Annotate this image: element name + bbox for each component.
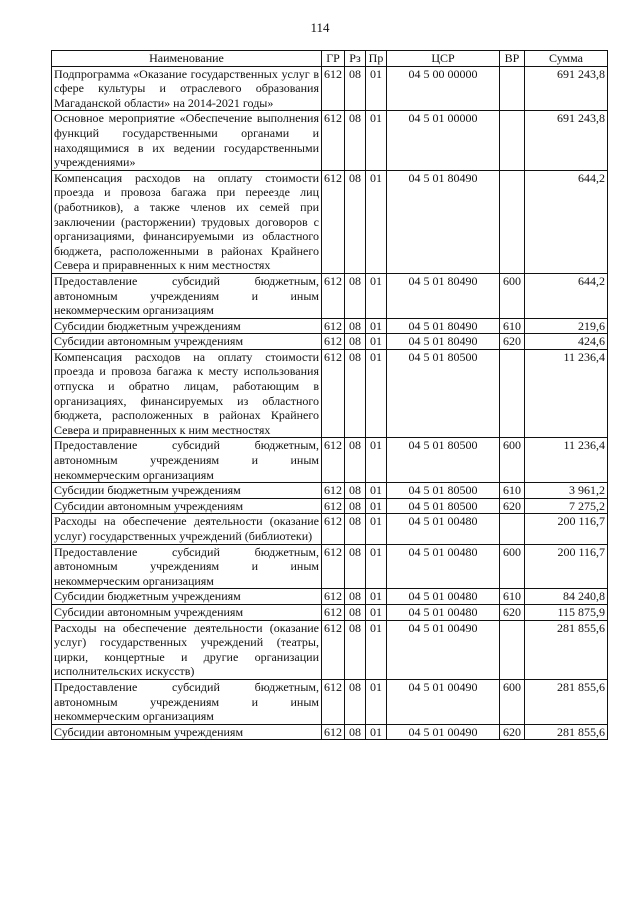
table-row: [52, 544, 608, 589]
cell-gr: 612: [322, 349, 345, 438]
cell-rz: 08: [345, 498, 366, 514]
cell-rz: 08: [345, 318, 366, 334]
cell-name: Предоставление субсидий бюджетным, автономным учреждениям и иным некоммерческим организациям: [52, 273, 322, 318]
cell-pr: 01: [366, 438, 387, 483]
cell-sum: 11 236,4: [525, 349, 608, 438]
cell-name: Расходы на обеспечение деятельности (оказание услуг) государственных учреждений (библиотеки): [52, 514, 322, 544]
table-row: [52, 318, 608, 334]
header-row: [52, 51, 608, 67]
cell-pr: 01: [366, 498, 387, 514]
cell-csr: 04 5 01 80490: [387, 334, 500, 350]
cell-gr: 612: [322, 483, 345, 499]
cell-name: Субсидии автономным учреждениям: [52, 724, 322, 740]
cell-pr: 01: [366, 589, 387, 605]
cell-vr: 600: [500, 273, 525, 318]
table-row: [52, 334, 608, 350]
table-row: [52, 349, 608, 438]
table-row: [52, 604, 608, 620]
cell-csr: 04 5 01 00480: [387, 589, 500, 605]
cell-pr: 01: [366, 349, 387, 438]
cell-vr: 610: [500, 483, 525, 499]
cell-pr: 01: [366, 483, 387, 499]
cell-rz: 08: [345, 273, 366, 318]
cell-sum: 11 236,4: [525, 438, 608, 483]
cell-vr: [500, 66, 525, 111]
cell-rz: 08: [345, 349, 366, 438]
cell-vr: [500, 170, 525, 273]
cell-pr: 01: [366, 334, 387, 350]
cell-csr: 04 5 01 00480: [387, 514, 500, 544]
cell-rz: 08: [345, 170, 366, 273]
table-row: [52, 483, 608, 499]
cell-sum: 7 275,2: [525, 498, 608, 514]
cell-rz: 08: [345, 111, 366, 170]
table-row: [52, 170, 608, 273]
cell-pr: 01: [366, 514, 387, 544]
cell-gr: 612: [322, 724, 345, 740]
cell-name: Предоставление субсидий бюджетным, автономным учреждениям и иным некоммерческим организациям: [52, 679, 322, 724]
cell-sum: 691 243,8: [525, 111, 608, 170]
table-row: [52, 66, 608, 111]
cell-sum: 200 116,7: [525, 544, 608, 589]
cell-gr: 612: [322, 544, 345, 589]
cell-csr: 04 5 01 00490: [387, 679, 500, 724]
cell-pr: 01: [366, 724, 387, 740]
cell-sum: 200 116,7: [525, 514, 608, 544]
cell-name: Расходы на обеспечение деятельности (оказание услуг) государственных учреждений (театры, цирки, концертные и другие организации исполнительских искусств): [52, 620, 322, 679]
cell-rz: 08: [345, 589, 366, 605]
cell-vr: 600: [500, 679, 525, 724]
cell-sum: 281 855,6: [525, 724, 608, 740]
cell-gr: 612: [322, 273, 345, 318]
table-row: [52, 111, 608, 170]
cell-gr: 612: [322, 498, 345, 514]
cell-gr: 612: [322, 620, 345, 679]
cell-vr: [500, 514, 525, 544]
cell-vr: 620: [500, 604, 525, 620]
cell-sum: 644,2: [525, 273, 608, 318]
header-name: Наименование: [52, 51, 322, 67]
cell-gr: 612: [322, 589, 345, 605]
cell-pr: 01: [366, 544, 387, 589]
cell-csr: 04 5 01 00480: [387, 544, 500, 589]
header-sum: Сумма: [525, 51, 608, 67]
cell-sum: 281 855,6: [525, 620, 608, 679]
cell-pr: 01: [366, 620, 387, 679]
cell-sum: 691 243,8: [525, 66, 608, 111]
cell-csr: 04 5 01 00490: [387, 620, 500, 679]
cell-name: Субсидии автономным учреждениям: [52, 334, 322, 350]
cell-sum: 3 961,2: [525, 483, 608, 499]
cell-csr: 04 5 01 80500: [387, 438, 500, 483]
cell-gr: 612: [322, 679, 345, 724]
header-vr: ВР: [500, 51, 525, 67]
cell-csr: 04 5 01 00490: [387, 724, 500, 740]
cell-rz: 08: [345, 724, 366, 740]
cell-rz: 08: [345, 544, 366, 589]
cell-sum: 84 240,8: [525, 589, 608, 605]
table-row: [52, 273, 608, 318]
cell-rz: 08: [345, 438, 366, 483]
cell-name: Субсидии бюджетным учреждениям: [52, 318, 322, 334]
cell-pr: 01: [366, 604, 387, 620]
cell-rz: 08: [345, 604, 366, 620]
cell-name: Предоставление субсидий бюджетным, автономным учреждениям и иным некоммерческим организациям: [52, 544, 322, 589]
cell-pr: 01: [366, 679, 387, 724]
cell-csr: 04 5 00 00000: [387, 66, 500, 111]
cell-name: Компенсация расходов на оплату стоимости проезда и провоза багажа при переезде лиц (работников), а также членов их семей при заключении (расторжении) трудовых договоров с организациями, финансируемыми из областного бюджета, расположенными в районах Крайнего Севера и приравненных к ним местностях: [52, 170, 322, 273]
cell-gr: 612: [322, 604, 345, 620]
cell-csr: 04 5 01 80490: [387, 170, 500, 273]
cell-csr: 04 5 01 80490: [387, 273, 500, 318]
cell-csr: 04 5 01 80500: [387, 498, 500, 514]
header-pr: Пр: [366, 51, 387, 67]
table-row: [52, 498, 608, 514]
cell-pr: 01: [366, 318, 387, 334]
cell-rz: 08: [345, 483, 366, 499]
cell-vr: 620: [500, 498, 525, 514]
cell-rz: 08: [345, 66, 366, 111]
cell-vr: 600: [500, 438, 525, 483]
cell-gr: 612: [322, 170, 345, 273]
cell-csr: 04 5 01 00000: [387, 111, 500, 170]
cell-name: Субсидии автономным учреждениям: [52, 604, 322, 620]
cell-sum: 281 855,6: [525, 679, 608, 724]
cell-gr: 612: [322, 318, 345, 334]
cell-gr: 612: [322, 111, 345, 170]
table-row: [52, 620, 608, 679]
cell-pr: 01: [366, 66, 387, 111]
cell-sum: 644,2: [525, 170, 608, 273]
cell-vr: 620: [500, 724, 525, 740]
cell-csr: 04 5 01 80500: [387, 483, 500, 499]
cell-vr: 610: [500, 589, 525, 605]
cell-vr: 620: [500, 334, 525, 350]
table-row: [52, 679, 608, 724]
cell-sum: 219,6: [525, 318, 608, 334]
cell-gr: 612: [322, 438, 345, 483]
cell-pr: 01: [366, 111, 387, 170]
cell-name: Компенсация расходов на оплату стоимости проезда и провоза багажа к месту использования отпуска и обратно лицам, работающим в организациях, финансируемых из областного бюджета, расположенных в районах Крайнего Севера и приравненных к ним местностях: [52, 349, 322, 438]
cell-rz: 08: [345, 514, 366, 544]
cell-vr: [500, 111, 525, 170]
table-row: [52, 438, 608, 483]
page-number: 114: [310, 20, 330, 35]
cell-gr: 612: [322, 334, 345, 350]
cell-pr: 01: [366, 273, 387, 318]
cell-vr: 610: [500, 318, 525, 334]
cell-vr: 600: [500, 544, 525, 589]
cell-rz: 08: [345, 679, 366, 724]
table-row: [52, 724, 608, 740]
cell-sum: 424,6: [525, 334, 608, 350]
cell-vr: [500, 349, 525, 438]
table-row: [52, 514, 608, 544]
header-gr: ГР: [322, 51, 345, 67]
cell-rz: 08: [345, 334, 366, 350]
cell-name: Субсидии бюджетным учреждениям: [52, 589, 322, 605]
cell-name: Субсидии автономным учреждениям: [52, 498, 322, 514]
cell-rz: 08: [345, 620, 366, 679]
cell-sum: 115 875,9: [525, 604, 608, 620]
cell-name: Предоставление субсидий бюджетным, автономным учреждениям и иным некоммерческим организациям: [52, 438, 322, 483]
cell-csr: 04 5 01 80490: [387, 318, 500, 334]
cell-csr: 04 5 01 00480: [387, 604, 500, 620]
cell-gr: 612: [322, 66, 345, 111]
cell-name: Основное мероприятие «Обеспечение выполнения функций государственными органами и находящимися в их ведении государственными учреждениями»: [52, 111, 322, 170]
cell-gr: 612: [322, 514, 345, 544]
cell-name: Субсидии бюджетным учреждениям: [52, 483, 322, 499]
cell-csr: 04 5 01 80500: [387, 349, 500, 438]
cell-vr: [500, 620, 525, 679]
header-rz: Рз: [345, 51, 366, 67]
budget-table: [51, 50, 608, 740]
table-row: [52, 589, 608, 605]
cell-name: Подпрограмма «Оказание государственных услуг в сфере культуры и отраслевого образования Магаданской области» на 2014-2021 годы»: [52, 66, 322, 111]
header-csr: ЦСР: [387, 51, 500, 67]
cell-pr: 01: [366, 170, 387, 273]
